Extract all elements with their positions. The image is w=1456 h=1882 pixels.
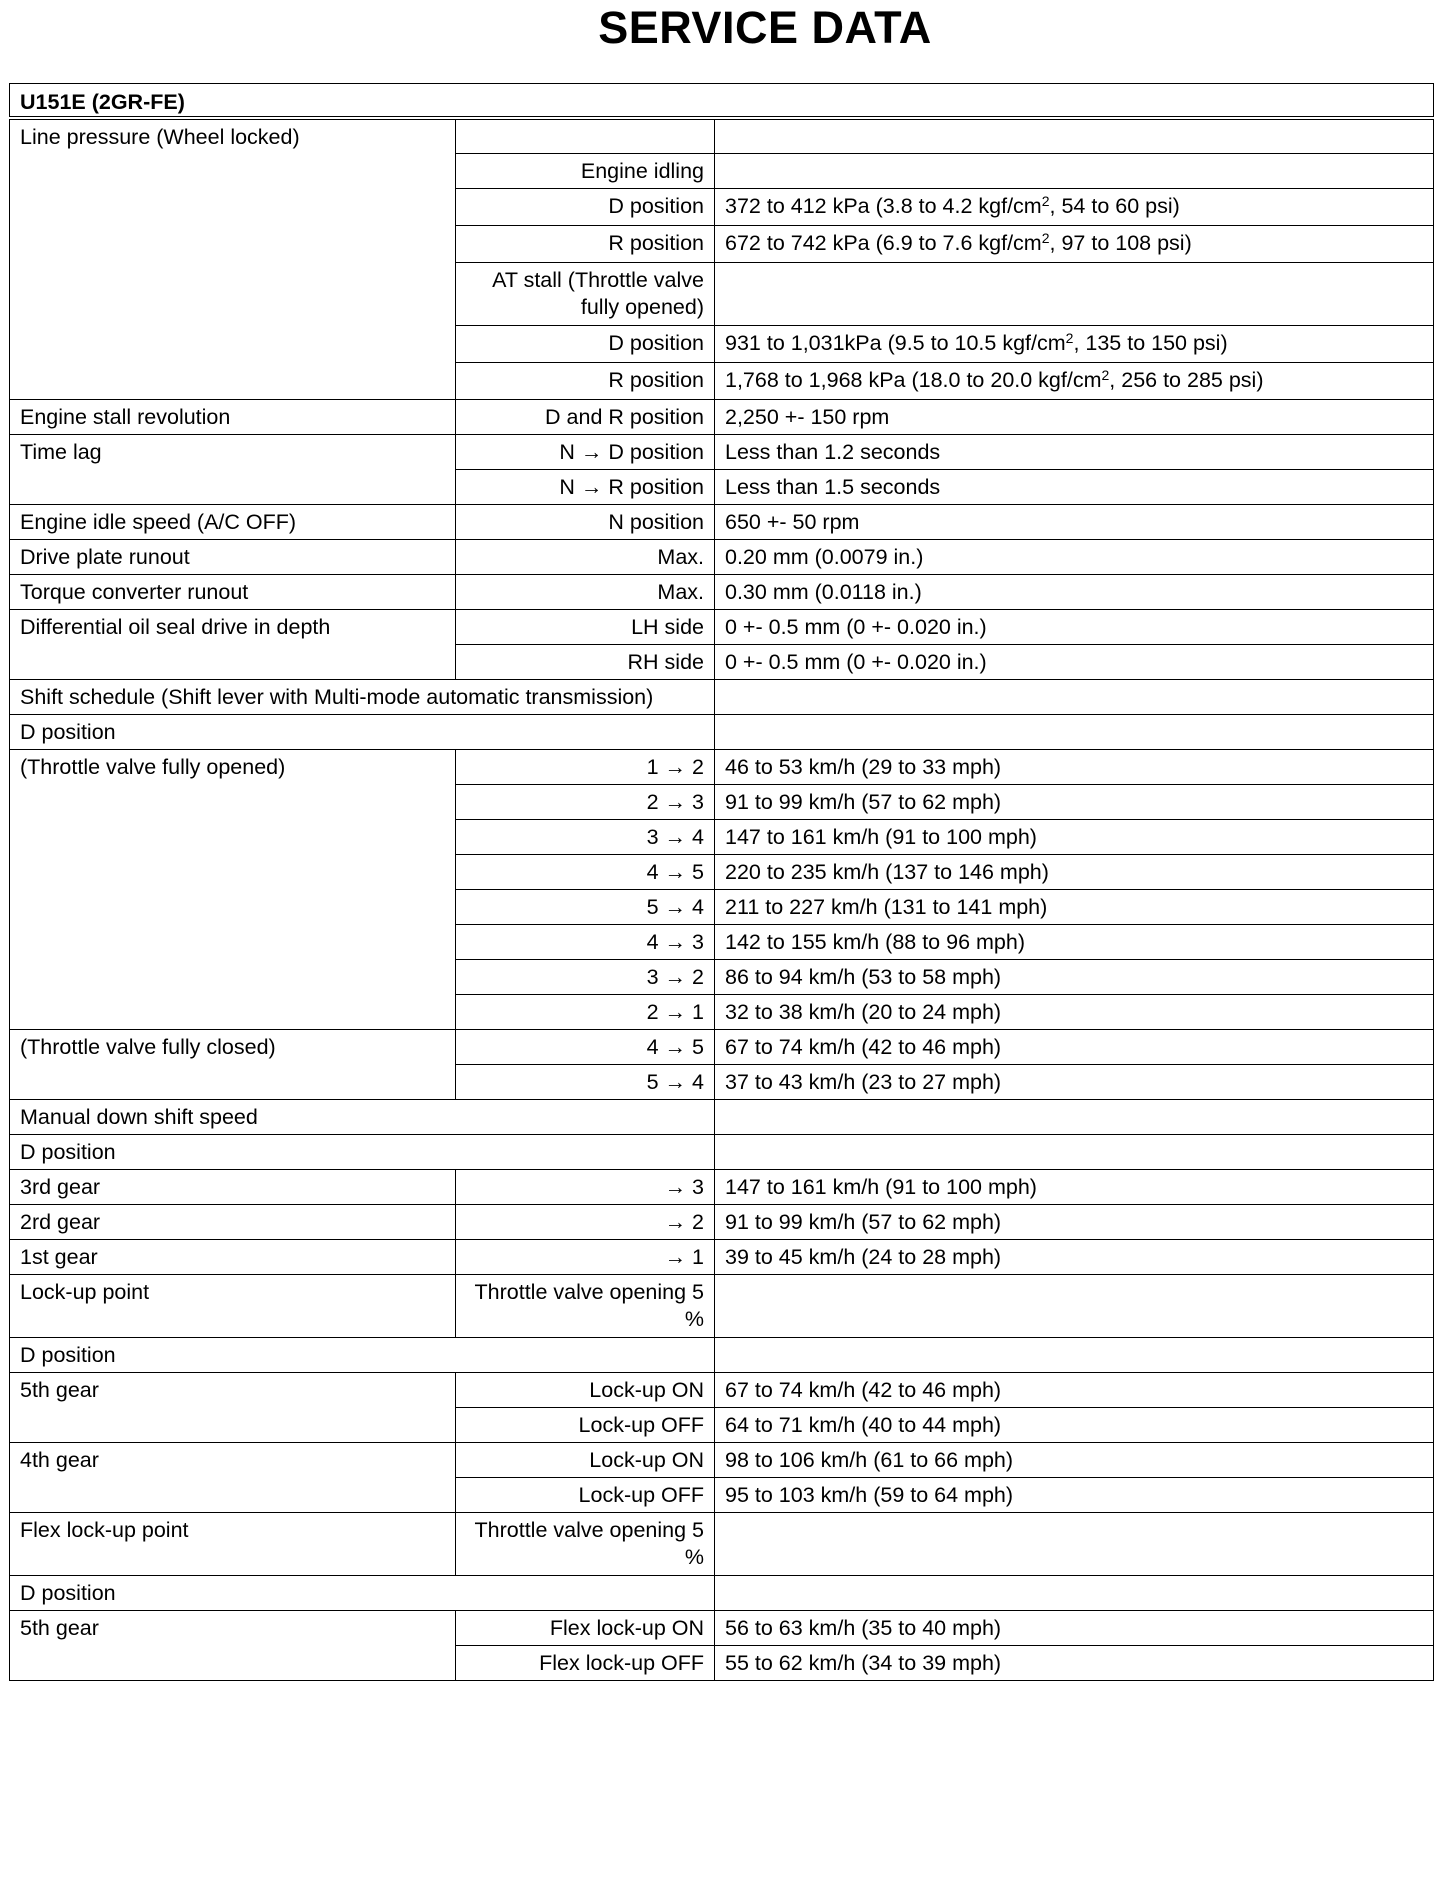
diff-seal-lh: LH side <box>456 610 715 645</box>
table-row <box>10 1170 1434 1205</box>
stall-d-position-label: D position <box>456 326 715 363</box>
empty-cell <box>715 715 1434 750</box>
shift-cell: → 3 <box>456 1170 715 1205</box>
shift-cell: 4 → 5 <box>456 855 715 890</box>
shift-cell: 3 → 2 <box>456 960 715 995</box>
empty-cell <box>715 1275 1434 1338</box>
shift-cell: 2 → 1 <box>456 995 715 1030</box>
table-row <box>10 680 1434 715</box>
speed-cell: 91 to 99 km/h (57 to 62 mph) <box>715 785 1434 820</box>
d-position-value: 372 to 412 kPa (3.8 to 4.2 kgf/$cm^2$, 54 to 60 psi) <box>715 189 1434 226</box>
time-lag-nr-value: Less than 1.5 seconds <box>715 470 1434 505</box>
empty-cell <box>715 1100 1434 1135</box>
table-row <box>10 1513 1434 1576</box>
line-pressure-label: Line pressure (Wheel locked) <box>10 118 456 400</box>
engine-idling-label: Engine idling <box>456 154 715 189</box>
table-row <box>10 540 1434 575</box>
shift-cell: 5 → 4 <box>456 1065 715 1100</box>
idle-speed-value: 650 +- 50 rpm <box>715 505 1434 540</box>
shift-cell: → 2 <box>456 1205 715 1240</box>
time-lag-label: Time lag <box>10 435 456 505</box>
diff-seal-lh-value: 0 +- 0.5 mm (0 +- 0.020 in.) <box>715 610 1434 645</box>
table-row <box>10 1205 1434 1240</box>
speed-cell: 39 to 45 km/h (24 to 28 mph) <box>715 1240 1434 1275</box>
engine-stall-condition: D and R position <box>456 400 715 435</box>
speed-cell: 37 to 43 km/h (23 to 27 mph) <box>715 1065 1434 1100</box>
empty-cell <box>715 680 1434 715</box>
stall-d-position-value: 931 to 1,031kPa (9.5 to 10.5 kgf/$cm^2$, 135 to 150 psi) <box>715 326 1434 363</box>
torque-converter-value: 0.30 mm (0.0118 in.) <box>715 575 1434 610</box>
manual-d-position: D position <box>10 1135 715 1170</box>
r-position-label: R position <box>456 226 715 263</box>
torque-converter-condition: Max. <box>456 575 715 610</box>
flex-5th-on-value: 56 to 63 km/h (35 to 40 mph) <box>715 1611 1434 1646</box>
drive-plate-value: 0.20 mm (0.0079 in.) <box>715 540 1434 575</box>
table-row <box>10 1240 1434 1275</box>
speed-cell: 147 to 161 km/h (91 to 100 mph) <box>715 1170 1434 1205</box>
drive-plate-label: Drive plate runout <box>10 540 456 575</box>
table-header-row <box>10 84 1434 119</box>
flex-5th-off-value: 55 to 62 km/h (34 to 39 mph) <box>715 1646 1434 1681</box>
d-position-label: D position <box>456 189 715 226</box>
shift-cell: → 1 <box>456 1240 715 1275</box>
empty-cell <box>715 263 1434 326</box>
shift-cell: 2 → 3 <box>456 785 715 820</box>
gear-cell: 2rd gear <box>10 1205 456 1240</box>
empty-cell <box>456 118 715 154</box>
flex-lockup-condition: Throttle valve opening 5 % <box>456 1513 715 1576</box>
shift-d-position: D position <box>10 715 715 750</box>
table-row <box>10 400 1434 435</box>
engine-stall-label: Engine stall revolution <box>10 400 456 435</box>
engine-stall-value: 2,250 +- 150 rpm <box>715 400 1434 435</box>
gear-cell: 1st gear <box>10 1240 456 1275</box>
empty-cell <box>715 1513 1434 1576</box>
wot-label: (Throttle valve fully opened) <box>10 750 456 1030</box>
speed-cell: 86 to 94 km/h (53 to 58 mph) <box>715 960 1434 995</box>
flex-5th-off: Flex lock-up OFF <box>456 1646 715 1681</box>
table-row <box>10 118 1434 154</box>
page-title: SERVICE DATA <box>598 2 932 53</box>
lockup-label: Lock-up point <box>10 1275 456 1338</box>
table-row <box>10 505 1434 540</box>
lockup-5th-on-value: 67 to 74 km/h (42 to 46 mph) <box>715 1373 1434 1408</box>
empty-cell <box>715 118 1434 154</box>
shift-cell: 5 → 4 <box>456 890 715 925</box>
table-row <box>10 1338 1434 1373</box>
lockup-5th-off: Lock-up OFF <box>456 1408 715 1443</box>
table-row <box>10 1100 1434 1135</box>
table-row <box>10 1611 1434 1646</box>
speed-cell: 147 to 161 km/h (91 to 100 mph) <box>715 820 1434 855</box>
stall-r-position-label: R position <box>456 363 715 400</box>
manual-down-label: Manual down shift speed <box>10 1100 715 1135</box>
model-header: U151E (2GR-FE) <box>10 84 1434 119</box>
lockup-condition: Throttle valve opening 5 % <box>456 1275 715 1338</box>
diff-seal-rh-value: 0 +- 0.5 mm (0 +- 0.020 in.) <box>715 645 1434 680</box>
shift-cell: 4 → 5 <box>456 1030 715 1065</box>
idle-speed-condition: N position <box>456 505 715 540</box>
flex-5th-on: Flex lock-up ON <box>456 1611 715 1646</box>
shift-cell: 3 → 4 <box>456 820 715 855</box>
lockup-d-position: D position <box>10 1338 715 1373</box>
drive-plate-condition: Max. <box>456 540 715 575</box>
lockup-4th-gear: 4th gear <box>10 1443 456 1513</box>
table-row <box>10 715 1434 750</box>
empty-cell <box>715 1576 1434 1611</box>
table-row <box>10 1030 1434 1065</box>
table-row <box>10 610 1434 645</box>
at-stall-label: AT stall (Throttle valve fully opened) <box>456 263 715 326</box>
speed-cell: 142 to 155 km/h (88 to 96 mph) <box>715 925 1434 960</box>
table-row <box>10 575 1434 610</box>
r-position-value: 672 to 742 kPa (6.9 to 7.6 kgf/$cm^2$, 97 to 108 psi) <box>715 226 1434 263</box>
gear-cell: 3rd gear <box>10 1170 456 1205</box>
table-row <box>10 1373 1434 1408</box>
speed-cell: 46 to 53 km/h (29 to 33 mph) <box>715 750 1434 785</box>
lockup-4th-off: Lock-up OFF <box>456 1478 715 1513</box>
diff-seal-rh: RH side <box>456 645 715 680</box>
table-row <box>10 1576 1434 1611</box>
flex-lockup-label: Flex lock-up point <box>10 1513 456 1576</box>
empty-cell <box>715 1338 1434 1373</box>
lockup-5th-gear: 5th gear <box>10 1373 456 1443</box>
table-row <box>10 1135 1434 1170</box>
speed-cell: 67 to 74 km/h (42 to 46 mph) <box>715 1030 1434 1065</box>
shift-cell: 4 → 3 <box>456 925 715 960</box>
speed-cell: 211 to 227 km/h (131 to 141 mph) <box>715 890 1434 925</box>
flex-d-position: D position <box>10 1576 715 1611</box>
flex-5th-gear: 5th gear <box>10 1611 456 1681</box>
diff-seal-label: Differential oil seal drive in depth <box>10 610 456 680</box>
closed-label: (Throttle valve fully closed) <box>10 1030 456 1100</box>
table-row <box>10 1443 1434 1478</box>
time-lag-nd-value: Less than 1.2 seconds <box>715 435 1434 470</box>
table-row <box>10 750 1434 785</box>
lockup-4th-off-value: 95 to 103 km/h (59 to 64 mph) <box>715 1478 1434 1513</box>
speed-cell: 220 to 235 km/h (137 to 146 mph) <box>715 855 1434 890</box>
empty-cell <box>715 154 1434 189</box>
time-lag-nd-condition: N → D position <box>456 435 715 470</box>
table-row <box>10 1275 1434 1338</box>
idle-speed-label: Engine idle speed (A/C OFF) <box>10 505 456 540</box>
time-lag-nr-condition: N → R position <box>456 470 715 505</box>
torque-converter-label: Torque converter runout <box>10 575 456 610</box>
lockup-5th-on: Lock-up ON <box>456 1373 715 1408</box>
table-row <box>10 435 1434 470</box>
shift-cell: 1 → 2 <box>456 750 715 785</box>
lockup-4th-on-value: 98 to 106 km/h (61 to 66 mph) <box>715 1443 1434 1478</box>
stall-r-position-value: 1,768 to 1,968 kPa (18.0 to 20.0 kgf/$cm^2$, 256 to 285 psi) <box>715 363 1434 400</box>
empty-cell <box>715 1135 1434 1170</box>
speed-cell: 32 to 38 km/h (20 to 24 mph) <box>715 995 1434 1030</box>
lockup-4th-on: Lock-up ON <box>456 1443 715 1478</box>
lockup-5th-off-value: 64 to 71 km/h (40 to 44 mph) <box>715 1408 1434 1443</box>
speed-cell: 91 to 99 km/h (57 to 62 mph) <box>715 1205 1434 1240</box>
service-data-table <box>9 83 1434 1681</box>
shift-schedule-label: Shift schedule (Shift lever with Multi-mode automatic transmission) <box>10 680 715 715</box>
